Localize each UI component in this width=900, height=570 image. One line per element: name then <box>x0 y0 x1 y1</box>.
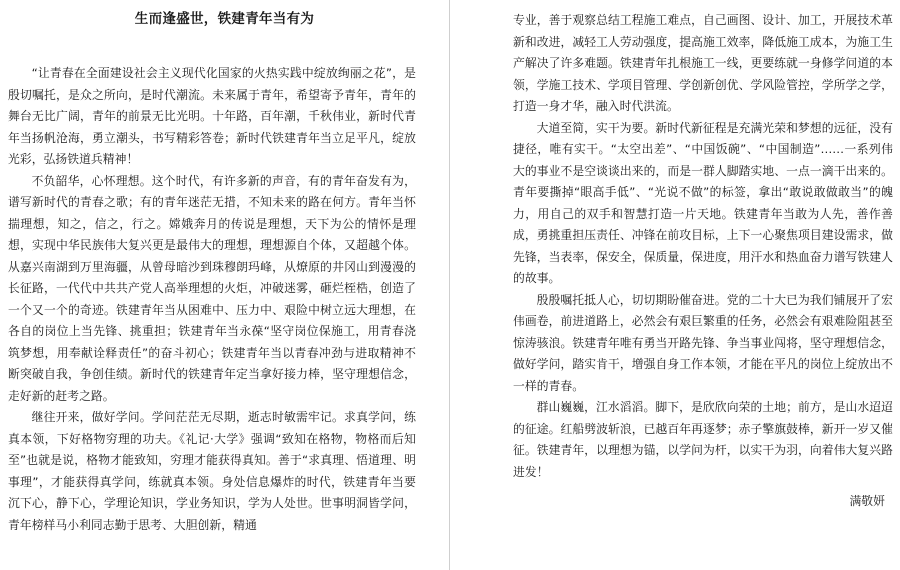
right-page-body <box>513 10 893 513</box>
paragraph: 大道至简，实干为要。新时代新征程是充满光荣和梦想的远征，没有捷径，唯有实干。“太空出差”、“中国饭碗”、“中国制造”……一系列伟大的事业不是空谈谈出来的，而是一群人脚踏实地、一点一滴干出来的。青年要撕掉“眼高手低”、“光说不做”的标签，拿出“敢说敢做敢当”的魄力，用自己的双手和智慧打造一片天地。铁建青年当敢为人先，善作善成，勇挑重担压责任、冲锋在前攻目标，上下一心聚焦项目建设需求，做先锋，当表率，保安全，保质量，保进度，用汗水和热血奋力谱写铁建人的故事。 <box>513 120 893 285</box>
paragraph-continued: 专业，善于观察总结工程施工难点，自己画图、设计、加工，开展技术革新和改进，减轻工人劳动强度，提高施工效率，降低施工成本，为施工生产解决了许多难题。铁建青年扎根施工一线，更要练就一身修学问道的本领，学施工技术、学项目管理、学创新创优、学风险管控，学所学之学，打造一身才华，融入时代洪流。 <box>513 13 893 113</box>
left-page <box>0 0 449 570</box>
left-page-body <box>8 63 416 536</box>
author-signature: 满敬妍 <box>849 494 885 508</box>
paragraph: 不负韶华，心怀理想。这个时代，有许多新的声音，有的青年奋发有为，谱写新时代的青春之歌；有的青年迷茫无措，不知未来的路在何方。青年当怀揣理想，知之，信之，行之。嫦娥奔月的传说是理想，天下为公的情怀是理想，实现中华民族伟大复兴更是最伟大的理想，理想源自个体，又超越个体。从嘉兴南湖到万里海疆，从曾母暗沙到珠穆朗玛峰，从燎原的井冈山到漫漫的长征路，一代代中共共产党人高举理想的火炬，冲破迷雾，砸烂桎梏，创造了一个又一个的奇迹。铁建青年当从困难中、压力中、艰险中树立远大理想，在各自的岗位上当先锋、挑重担；铁建青年当永葆“坚守岗位保施工，用青春浇筑梦想，用奉献诠释责任”的奋斗初心；铁建青年当以青春冲劲与进取精神不断突破自我，争创佳绩。新时代的铁建青年定当拿好接力棒，坚守理想信念，走好新的赶考之路。 <box>8 173 416 403</box>
paragraph: 殷殷嘱托抵人心，切切期盼催奋进。党的二十大已为我们铺展开了宏伟画卷，前进道路上，必然会有艰巨繁重的任务，必然会有艰难险阻甚至惊涛骇浪。铁建青年唯有勇当开路先锋、争当事业闯将，坚守理想信念，做好学问，踏实肯干，增强自身工作本领，才能在平凡的岗位上绽放出不一样的青春。 <box>513 292 893 393</box>
paragraph: 继往开来，做好学问。学问茫茫无尽期，逝志时敏需牢记。求真学问，练真本领，下好格物穷理的功夫。《礼记·大学》强调“致知在格物，物格而后知至”也就是说，格物才能致知，穷理才能获得真知。善于“求真理、悟道理、明事理”，才能获得真学问，练就真本领。身处信息爆炸的时代，铁建青年当要沉下心，静下心，学理论知识，学业务知识，学为人处世。世事明洞皆学问，青年榜样马小利同志勤于思考、大胆创新，精通 <box>8 410 416 532</box>
article-title: 生而逢盛世，铁建青年当有为 <box>134 11 315 27</box>
paragraph: 群山巍巍，江水滔滔。脚下，是欣欣向荣的土地；前方，是山水迢迢的征途。红船劈波斩浪，已越百年再逐梦；赤子擎旗鼓棒，新开一岁又催征。铁建青年，以理想为锚，以学问为杆，以实干为羽，向着伟大复兴路进发！ <box>513 400 893 479</box>
paragraph: “让青春在全面建设社会主义现代化国家的火热实践中绽放绚丽之花”，是殷切嘱托，是众之所向，是时代潮流。未来属于青年，希望寄予青年，青年的舞台无比广阔，青年的前景无比光明。十年路，百年潮，千秋伟业，新时代青年当扬帆沧海，勇立潮头，书写精彩答卷；新时代铁建青年当立足平凡，绽放光彩，弘扬铁道兵精神！ <box>8 66 416 166</box>
right-page <box>450 0 900 570</box>
